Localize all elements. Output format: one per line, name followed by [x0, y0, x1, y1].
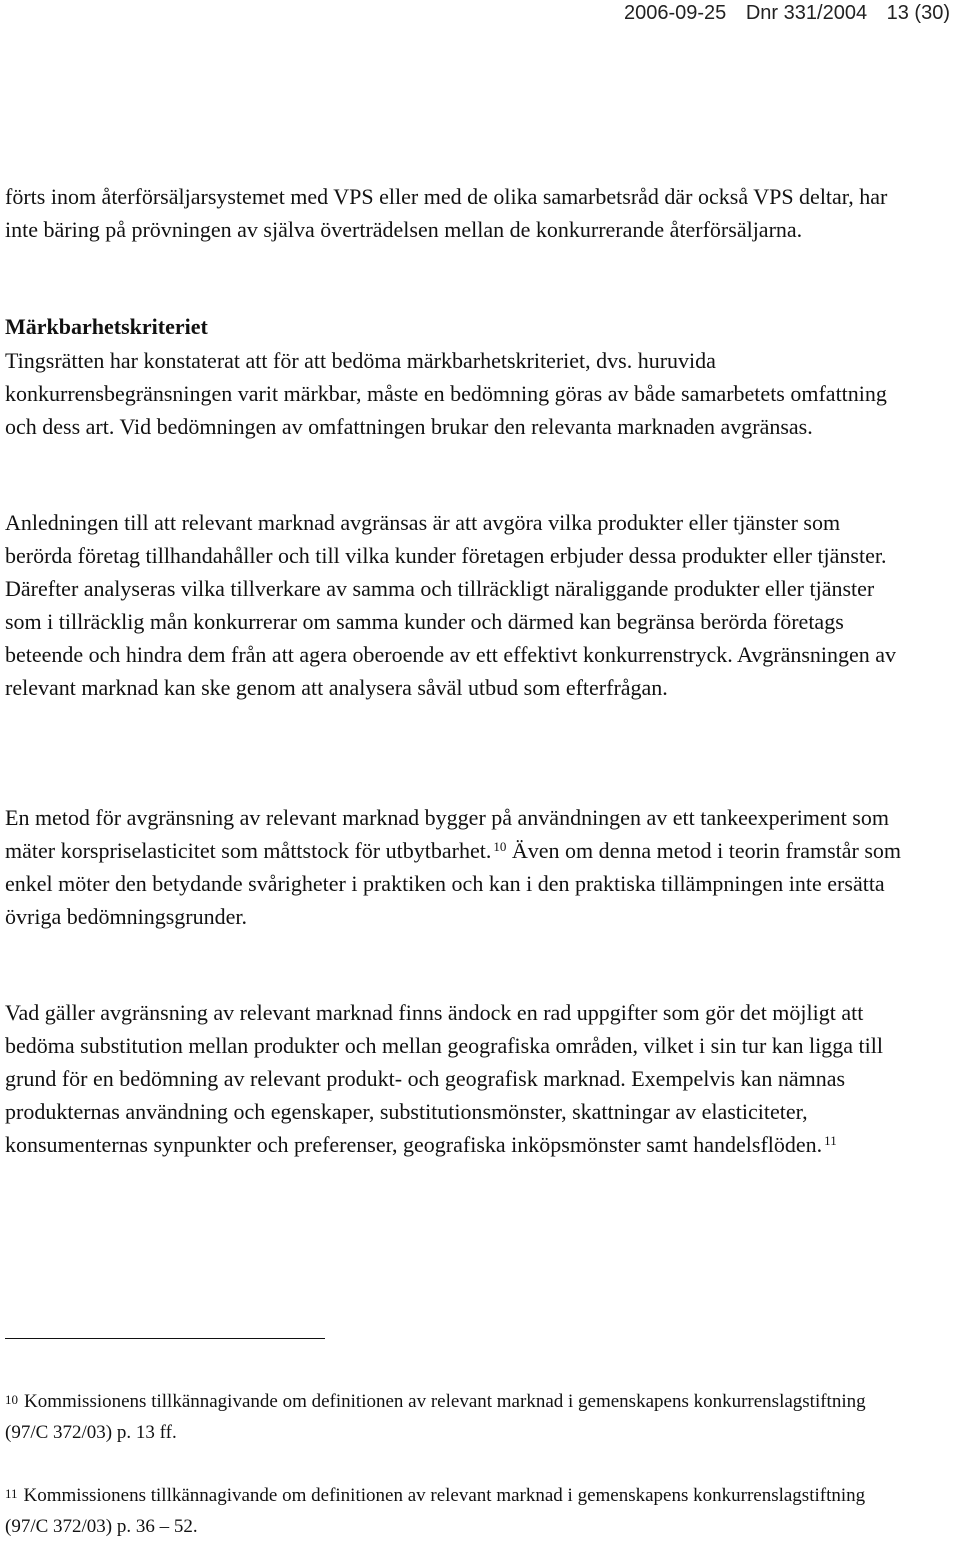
paragraph-avgransning-text: Vad gäller avgränsning av relevant marknad finns ändock en rad uppgifter som gör det möjligt att bedöma substitution mellan produkter och mellan geografiska områden, vilket i sin tur kan ligga till grund för en bedömning av relevant produkt- och geografisk marknad. Exempelvis kan nämnas produkternas användning och egenskaper, substitutionsmönster, skattningar av elasticiteter, konsumenternas synpunkter och preferenser, geografiska inköpsmönster samt handelsflöden. [5, 1000, 883, 1157]
footnote-ref-11[interactable]: 11 [824, 1133, 837, 1148]
footnote-text: Kommissionens tillkännagivande om definitionen av relevant marknad i gemenskapens konkurrenslagstiftning (97/C 372/03) p. 36 – 52. [5, 1485, 866, 1537]
header-date: 2006-09-25 [623, 2, 727, 24]
page-header [610, 2, 950, 25]
header-dnr: Dnr 331/2004 [745, 2, 868, 24]
section-heading: Märkbarhetskriteriet [5, 314, 208, 339]
paragraph-markbarhet: Tingsrätten har konstaterat att för att bedöma märkbarhetskriteriet, dvs. huruvida konkurrensbegränsningen varit märkbar, måste en bedömning göras av både samarbetets omfattning och dess art. Vid bedömningen av omfattningen brukar den relevanta marknaden avgränsas. [5, 348, 887, 439]
footnote-11 [5, 1480, 905, 1542]
footnote-number: 11 [5, 1486, 18, 1501]
paragraph-anledningen: Anledningen till att relevant marknad avgränsas är att avgöra vilka produkter eller tjänster som berörda företag tillhandahåller och till vilka kunder företagen erbjuder dessa produkter eller tjänster. Därefter analyseras vilka tillverkare av samma och tillräckligt näraliggande produkter eller tjänster som i tillräcklig mån konkurrerar om samma kunder och därmed kan begränsa berörda företags beteende och hindra dem från att agera oberoende av ett effektivt konkurrenstryck. Avgränsningen av relevant marknad kan ske genom att analysera såväl utbud som efterfrågan. [5, 510, 897, 700]
header-page-number: 13 (30) [886, 2, 950, 24]
paragraph-metod-part1: En metod för avgränsning av relevant marknad bygger på användningen av ett tankeexperiment som mäter korspriselasticitet som måttstock för utbytbarhet. [5, 805, 889, 863]
footnote-number: 10 [5, 1392, 18, 1407]
footnote-text: Kommissionens tillkännagivande om definitionen av relevant marknad i gemenskapens konkurrenslagstiftning (97/C 372/03) p. 13 ff. [5, 1391, 866, 1443]
paragraph-avgransning [5, 996, 905, 1161]
footnote-10 [5, 1386, 905, 1448]
paragraph-metod [5, 801, 905, 933]
footnote-separator [5, 1338, 325, 1339]
paragraph-metod-part2: Även om denna metod i teorin framstår som enkel möter den betydande svårigheter i praktiken och kan i den praktiska tillämpningen inte ersätta övriga bedömningsgrunder. [5, 838, 902, 929]
paragraph-continuation: förts inom återförsäljarsystemet med VPS eller med de olika samarbetsråd där också VPS deltar, har inte bäring på prövningen av själva överträdelsen mellan de konkurrerande återförsäljarna. [5, 184, 888, 242]
footnote-ref-10[interactable]: 10 [493, 839, 507, 854]
